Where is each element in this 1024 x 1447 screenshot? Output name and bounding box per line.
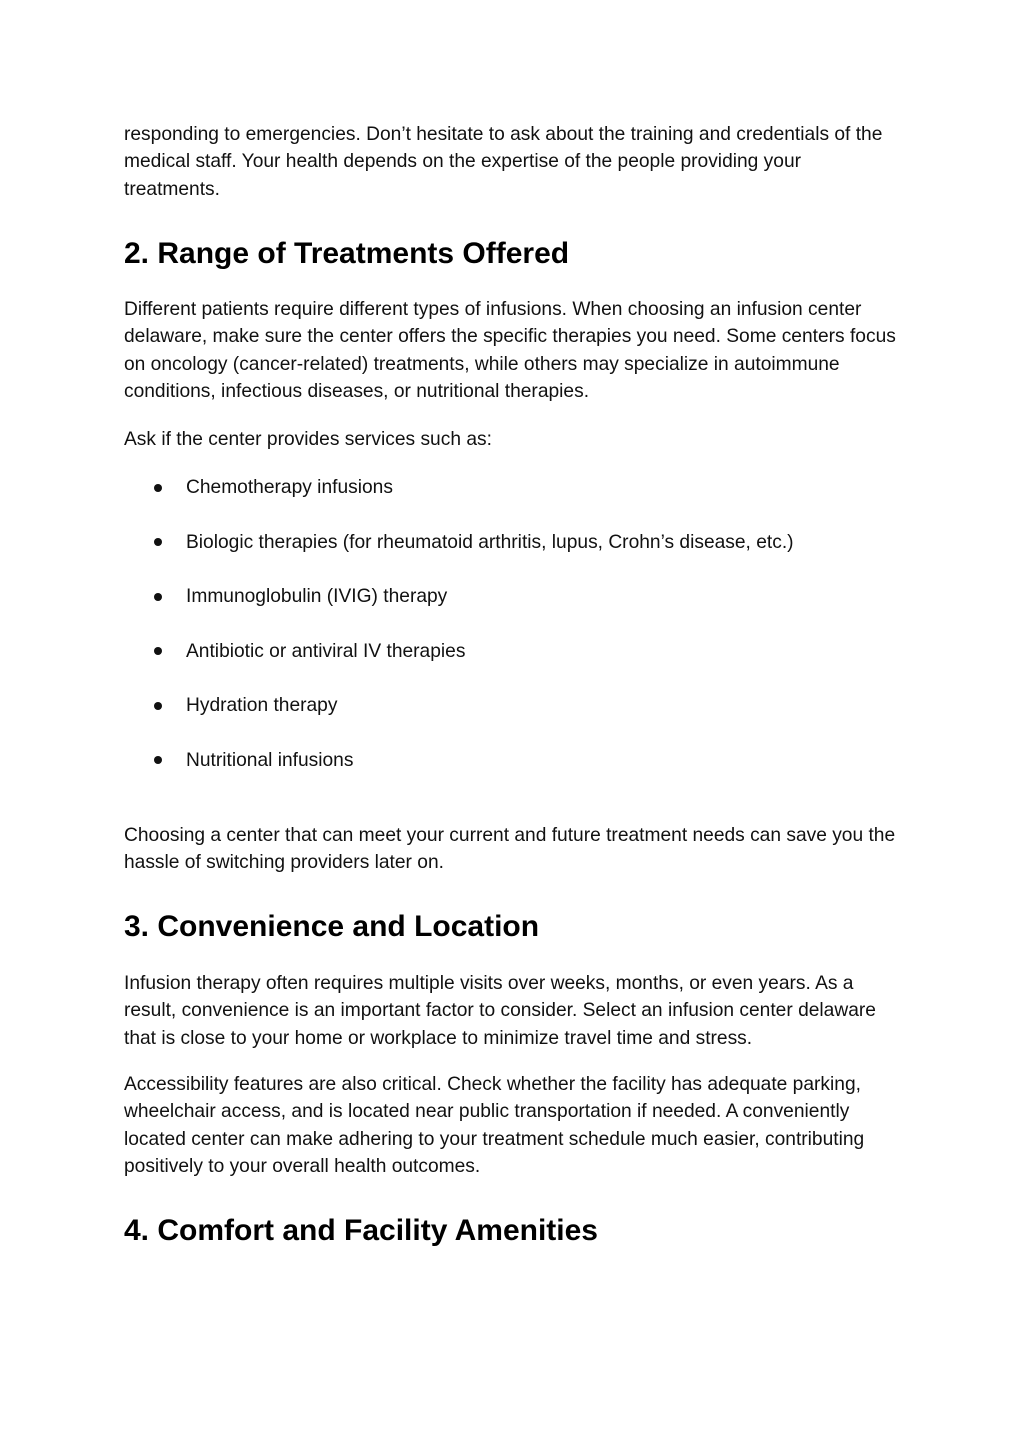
list-item-text: Nutritional infusions xyxy=(186,749,354,771)
services-intro-paragraph: Ask if the center provides services such as: xyxy=(124,429,492,450)
intro-paragraph: responding to emergencies. Don’t hesitate to ask about the training and credentials of the medical staff. Your health depends on the expertise of the people providing your treatments. xyxy=(124,124,883,200)
bullet-icon xyxy=(154,538,162,546)
range-of-treatments-closing-paragraph: Choosing a center that can meet your current and future treatment needs can save you the hassle of switching providers later on. xyxy=(124,825,896,874)
bullet-icon xyxy=(154,702,162,710)
range-of-treatments-paragraph: Different patients require different types of infusions. When choosing an infusion center delaware, make sure the center offers the specific therapies you need. Some centers focus on oncology (cancer-related) treatments, while others may specialize in autoimmune conditions, infectious diseases, or nutritional therapies. xyxy=(124,299,896,402)
section-heading-convenience-and-location: 3. Convenience and Location xyxy=(124,910,540,943)
list-item-text: Hydration therapy xyxy=(186,695,338,717)
bullet-icon xyxy=(154,593,162,601)
list-item-text: Biologic therapies (for rheumatoid arthritis, lupus, Crohn’s disease, etc.) xyxy=(186,531,794,553)
bullet-icon xyxy=(154,647,162,655)
bullet-icon xyxy=(154,756,162,764)
convenience-paragraph: Infusion therapy often requires multiple visits over weeks, months, or even years. As a result, convenience is an important factor to consider. Select an infusion center delaware that is close to your home or workplace to minimize travel time and stress. xyxy=(124,973,876,1049)
list-item-text: Antibiotic or antiviral IV therapies xyxy=(186,640,466,662)
list-item-text: Chemotherapy infusions xyxy=(186,477,393,498)
section-heading-range-of-treatments: 2. Range of Treatments Offered xyxy=(124,237,570,270)
bullet-icon xyxy=(154,484,162,492)
list-item-text: Immunoglobulin (IVIG) therapy xyxy=(186,586,448,608)
accessibility-paragraph: Accessibility features are also critical. Check whether the facility has adequate parking, wheelchair access, and is located near public transportation if needed. A conveniently located center can make adhering to your treatment schedule much easier, contributing positively to your overall health outcomes. xyxy=(124,1074,865,1177)
section-heading-comfort-and-amenities: 4. Comfort and Facility Amenities xyxy=(124,1214,598,1247)
